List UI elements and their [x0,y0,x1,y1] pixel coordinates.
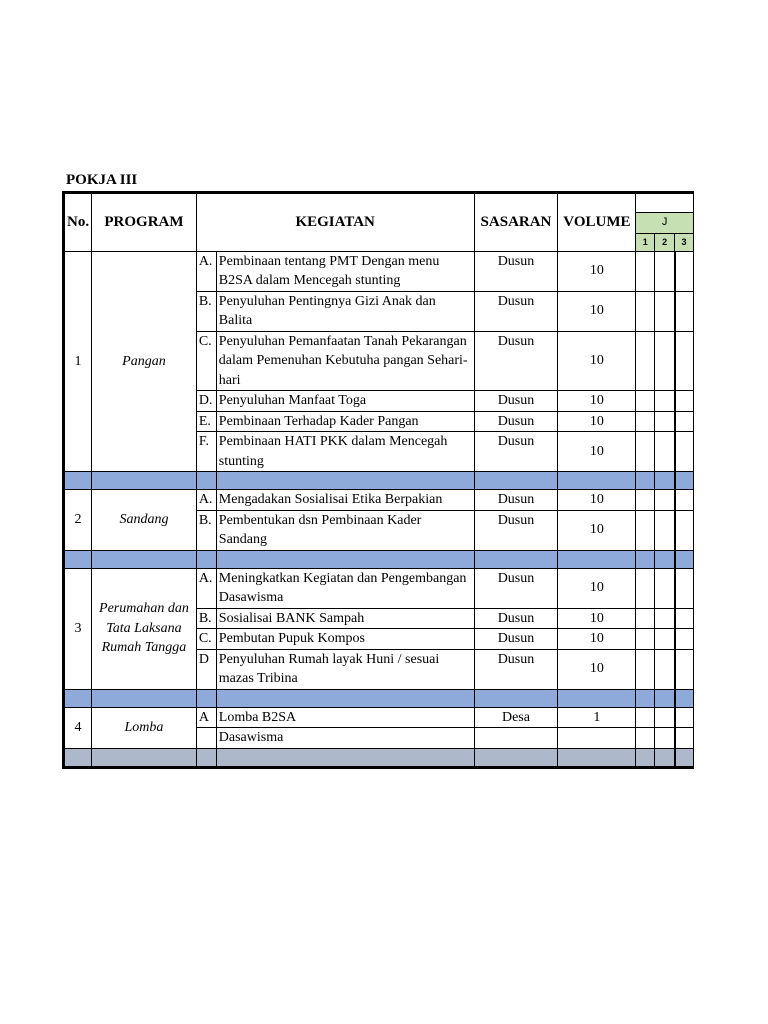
separator-cell [655,550,675,568]
volume-cell: 10 [558,432,636,472]
volume-cell: 10 [558,608,636,629]
separator-cell [196,689,216,707]
separator-cell [196,748,216,767]
header-kegiatan: KEGIATAN [196,193,474,252]
separator-cell [474,689,558,707]
group-separator-row [64,689,694,707]
program-table [62,191,694,769]
schedule-cell-1 [636,411,655,432]
volume-cell: 10 [558,331,636,391]
schedule-cell-1 [636,707,655,728]
separator-cell [558,689,636,707]
activity-description: Pembinaan HATI PKK dalam Mencegah stunting [216,432,474,472]
schedule-cell-3 [675,568,694,608]
schedule-cell-2 [655,490,675,511]
schedule-cell-2 [655,707,675,728]
group-separator-row [64,748,694,767]
schedule-cell-3 [675,490,694,511]
separator-cell [636,689,655,707]
separator-cell [64,472,92,490]
activity-letter [196,728,216,749]
schedule-cell-3 [675,291,694,331]
schedule-cell-2 [655,331,675,391]
program-name: Sandang [92,490,197,551]
activity-letter: F. [196,432,216,472]
separator-cell [92,472,197,490]
program-number: 2 [64,490,92,551]
separator-cell [92,689,197,707]
activity-description: Dasawisma [216,728,474,749]
activity-letter: C. [196,629,216,650]
separator-cell [675,689,694,707]
separator-cell [474,748,558,767]
activity-letter: A [196,707,216,728]
activity-description: Sosialisai BANK Sampah [216,608,474,629]
volume-cell: 10 [558,568,636,608]
program-number: 1 [64,251,92,472]
header-sub-2: 2 [655,233,675,251]
separator-cell [636,748,655,767]
schedule-cell-3 [675,728,694,749]
volume-cell: 10 [558,510,636,550]
separator-cell [474,550,558,568]
separator-cell [474,472,558,490]
activity-description: Pembinaan Terhadap Kader Pangan [216,411,474,432]
volume-cell [558,728,636,749]
separator-cell [655,689,675,707]
schedule-cell-1 [636,510,655,550]
header-sub-1: 1 [636,233,655,251]
separator-cell [196,550,216,568]
target-cell: Dusun [474,608,558,629]
activity-letter: C. [196,331,216,391]
schedule-cell-3 [675,707,694,728]
schedule-cell-1 [636,251,655,291]
program-number: 4 [64,707,92,748]
group-separator-row [64,550,694,568]
target-cell: Dusun [474,490,558,511]
program-name: Perumahan dan Tata Laksana Rumah Tangga [92,568,197,689]
program-name: Lomba [92,707,197,748]
activity-letter: A. [196,251,216,291]
separator-cell [636,550,655,568]
header-sasaran: SASARAN [474,193,558,252]
schedule-cell-2 [655,391,675,412]
schedule-cell-2 [655,432,675,472]
schedule-cell-2 [655,649,675,689]
separator-cell [216,689,474,707]
schedule-cell-2 [655,608,675,629]
volume-cell: 10 [558,490,636,511]
schedule-cell-2 [655,251,675,291]
schedule-cell-3 [675,391,694,412]
volume-cell: 10 [558,649,636,689]
header-no: No. [64,193,92,252]
target-cell: Dusun [474,251,558,291]
separator-cell [675,472,694,490]
header-program: PROGRAM [92,193,197,252]
schedule-cell-1 [636,728,655,749]
separator-cell [216,550,474,568]
separator-cell [675,748,694,767]
schedule-cell-3 [675,649,694,689]
activity-letter: D [196,649,216,689]
table-row [64,490,694,511]
target-cell: Dusun [474,629,558,650]
activity-letter: A. [196,490,216,511]
activity-letter: D. [196,391,216,412]
activity-description: Meningkatkan Kegiatan dan Pengembangan Dasawisma [216,568,474,608]
header-j: J [636,213,694,234]
activity-description: Pembinaan tentang PMT Dengan menu B2SA dalam Mencegah stunting [216,251,474,291]
target-cell: Dusun [474,649,558,689]
volume-cell: 10 [558,251,636,291]
volume-cell: 1 [558,707,636,728]
schedule-cell-1 [636,568,655,608]
volume-cell: 10 [558,391,636,412]
schedule-cell-1 [636,331,655,391]
schedule-cell-1 [636,291,655,331]
activity-description: Pembutan Pupuk Kompos [216,629,474,650]
header-blank [636,193,694,213]
activity-letter: B. [196,291,216,331]
schedule-cell-3 [675,411,694,432]
separator-cell [64,748,92,767]
separator-cell [64,689,92,707]
schedule-cell-2 [655,291,675,331]
separator-cell [558,748,636,767]
separator-cell [675,550,694,568]
program-name: Pangan [92,251,197,472]
volume-cell: 10 [558,411,636,432]
section-title: POKJA III [66,172,138,188]
target-cell: Dusun [474,568,558,608]
target-cell: Dusun [474,510,558,550]
target-cell: Dusun [474,411,558,432]
target-cell: Desa [474,707,558,728]
target-cell: Dusun [474,331,558,391]
activity-letter: B. [196,510,216,550]
separator-cell [655,748,675,767]
schedule-cell-1 [636,490,655,511]
schedule-cell-1 [636,608,655,629]
target-cell: Dusun [474,291,558,331]
schedule-cell-3 [675,629,694,650]
separator-cell [655,472,675,490]
program-number: 3 [64,568,92,689]
target-cell: Dusun [474,432,558,472]
schedule-cell-3 [675,608,694,629]
schedule-cell-2 [655,411,675,432]
activity-description: Lomba B2SA [216,707,474,728]
schedule-cell-1 [636,629,655,650]
schedule-cell-1 [636,649,655,689]
table-viewport [62,191,694,771]
activity-description: Penyuluhan Rumah layak Huni / sesuai mazas Tribina [216,649,474,689]
schedule-cell-3 [675,510,694,550]
activity-letter: E. [196,411,216,432]
header-sub-3: 3 [675,233,694,251]
activity-description: Mengadakan Sosialisai Etika Berpakian [216,490,474,511]
schedule-cell-2 [655,629,675,650]
separator-cell [558,472,636,490]
separator-cell [92,550,197,568]
group-separator-row [64,472,694,490]
header-volume: VOLUME [558,193,636,252]
schedule-cell-2 [655,728,675,749]
separator-cell [216,748,474,767]
volume-cell: 10 [558,629,636,650]
activity-letter: A. [196,568,216,608]
schedule-cell-1 [636,432,655,472]
table-row [64,251,694,291]
schedule-cell-3 [675,331,694,391]
separator-cell [216,472,474,490]
activity-description: Pembentukan dsn Pembinaan Kader Sandang [216,510,474,550]
table-row [64,568,694,608]
activity-description: Penyuluhan Pentingnya Gizi Anak dan Balita [216,291,474,331]
separator-cell [92,748,197,767]
target-cell: Dusun [474,391,558,412]
schedule-cell-3 [675,432,694,472]
schedule-cell-3 [675,251,694,291]
separator-cell [558,550,636,568]
separator-cell [636,472,655,490]
schedule-cell-1 [636,391,655,412]
activity-description: Penyuluhan Manfaat Toga [216,391,474,412]
separator-cell [196,472,216,490]
schedule-cell-2 [655,510,675,550]
activity-letter: B. [196,608,216,629]
activity-description: Penyuluhan Pemanfaatan Tanah Pekarangan dalam Pemenuhan Kebutuha pangan Sehari-hari [216,331,474,391]
target-cell [474,728,558,749]
table-row [64,707,694,728]
schedule-cell-2 [655,568,675,608]
separator-cell [64,550,92,568]
volume-cell: 10 [558,291,636,331]
